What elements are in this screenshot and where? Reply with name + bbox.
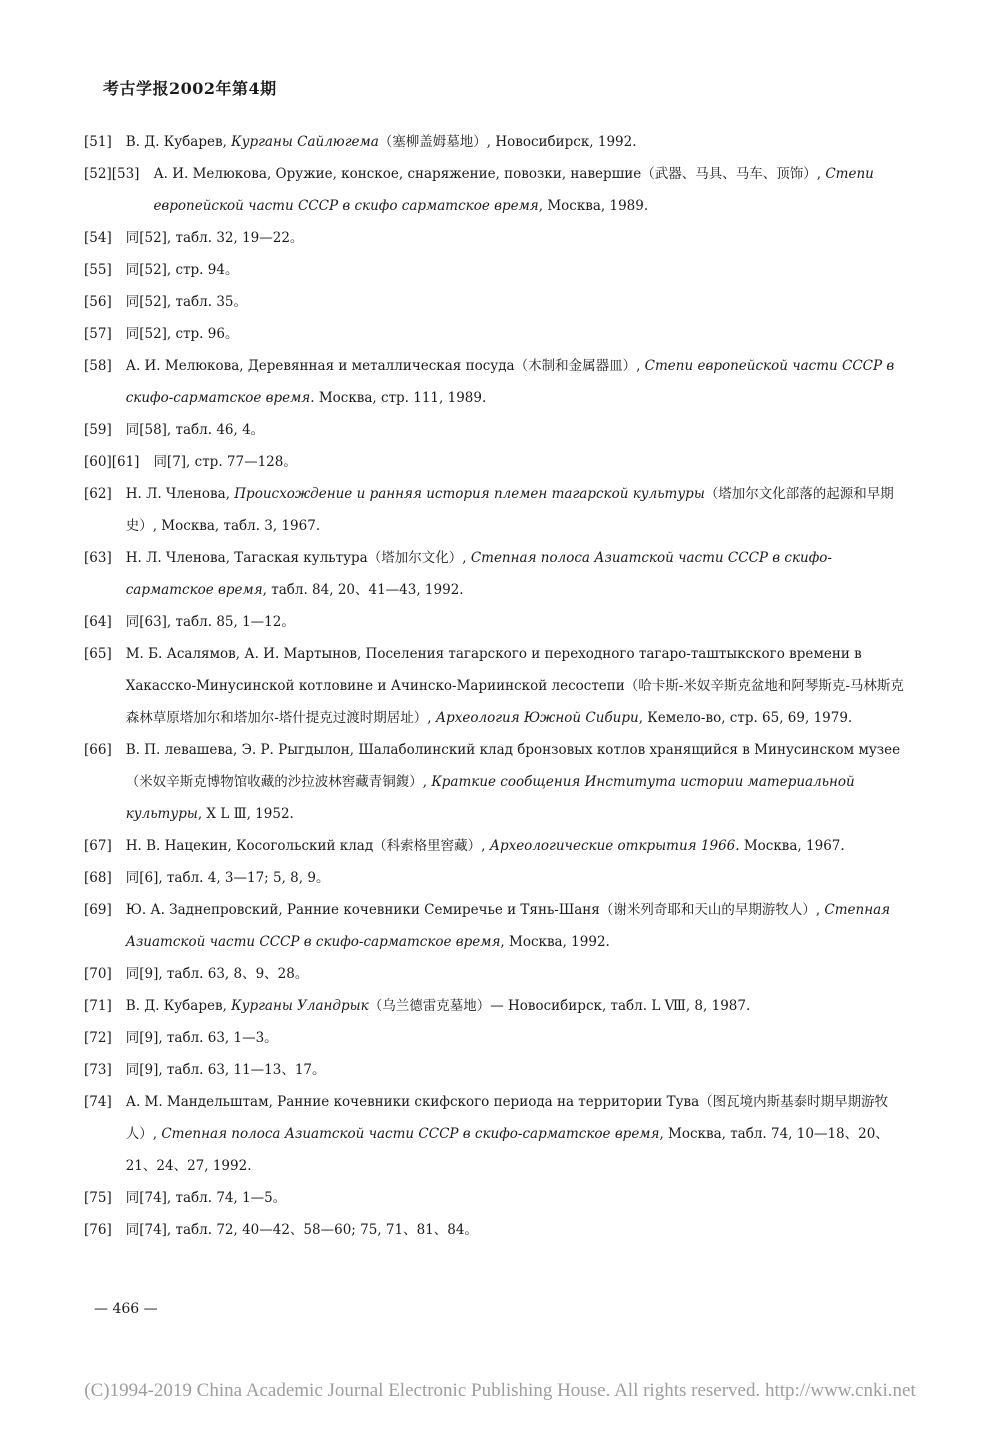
reference-title: Степи европейской части СССР в скифо-сарматское время.: [125, 358, 895, 406]
reference-entry: [84, 542, 904, 606]
reference-entry: [84, 638, 904, 734]
reference-text: [153, 446, 904, 478]
reference-number: [59]: [84, 422, 112, 438]
reference-entry: [84, 350, 904, 414]
reference-segment: 同[52], табл. 35。: [125, 294, 247, 310]
reference-title: Археология Южной Сибири: [435, 710, 639, 726]
reference-segment: , X L Ⅲ, 1952.: [197, 806, 294, 822]
reference-number: [58]: [84, 358, 112, 374]
reference-segment: 同[74], табл. 72, 40—42、58—60; 75, 71、81、84。: [125, 1222, 478, 1238]
reference-title: Степная полоса Азиатской части СССР в скифо-сарматское время: [161, 1126, 660, 1142]
page-number: — 466 —: [94, 1301, 158, 1317]
reference-entry: [84, 414, 904, 446]
reference-number: [63]: [84, 550, 112, 566]
reference-entry: [84, 1182, 904, 1214]
reference-entry: [84, 446, 904, 478]
reference-list: [84, 126, 904, 1246]
reference-title: Курганы Сайлюгема: [231, 134, 379, 150]
reference-segment: , Москва, табл. 74, 10—18、20、21、24、27, 1992.: [125, 1126, 889, 1174]
reference-text: [126, 1182, 904, 1214]
reference-segment: （塞柳盖姆墓地）, Новосибирск, 1992.: [378, 134, 637, 150]
reference-number: [51]: [84, 134, 112, 150]
running-header: 考古学报2002年第4期: [103, 79, 277, 98]
reference-text: [126, 1214, 904, 1246]
reference-title: Степная Азиатской части СССР в скифо-сарматское время: [125, 902, 891, 950]
reference-entry: [84, 830, 904, 862]
reference-text: [126, 318, 904, 350]
reference-entry: [84, 222, 904, 254]
reference-number: [74]: [84, 1094, 112, 1110]
reference-entry: [84, 478, 904, 542]
reference-title: Краткие сообщения Института истории материальной культуры: [125, 774, 855, 822]
reference-number: [57]: [84, 326, 112, 342]
reference-number: [54]: [84, 230, 112, 246]
reference-segment: В. П. левашева, Э. Р. Рыгдылон, Шалаболинский клад бронзовых котлов хранящийся в Минусинском музее（米奴辛斯克博物馆收藏的沙拉波林窖藏青铜鍑）,: [125, 742, 901, 790]
reference-number: [56]: [84, 294, 112, 310]
reference-entry: [84, 318, 904, 350]
reference-segment: Н. Л. Членова, Тагаская культура（塔加尔文化）,: [125, 550, 471, 566]
reference-segment: 同[63], табл. 85, 1—12。: [125, 614, 295, 630]
reference-number: [52][53]: [84, 166, 140, 182]
reference-segment: А. И. Мелюкова, Деревянная и металлическая посуда（木制和金属器皿）,: [125, 358, 645, 374]
reference-text: [153, 158, 904, 222]
reference-number: [76]: [84, 1222, 112, 1238]
reference-segment: 同[6], табл. 4, 3—17; 5, 8, 9。: [125, 870, 330, 886]
reference-segment: 同[74], табл. 74, 1—5。: [125, 1190, 287, 1206]
reference-number: [66]: [84, 742, 112, 758]
reference-title: Степная полоса Азиатской части СССР в скифо-сарматское время: [125, 550, 832, 598]
reference-text: [126, 830, 904, 862]
reference-text: [126, 222, 904, 254]
reference-title: Степи европейской части СССР в скифо сарматское время: [153, 166, 874, 214]
reference-segment: 同[9], табл. 63, 1—3。: [125, 1030, 278, 1046]
reference-entry: [84, 958, 904, 990]
reference-entry: [84, 1054, 904, 1086]
reference-text: [126, 1022, 904, 1054]
reference-number: [70]: [84, 966, 112, 982]
reference-entry: [84, 254, 904, 286]
reference-text: [126, 606, 904, 638]
reference-segment: Н. В. Нацекин, Косогольский клад（科索格里窖藏）,: [125, 838, 490, 854]
reference-segment: Москва, 1967.: [739, 838, 845, 854]
reference-number: [62]: [84, 486, 112, 502]
reference-segment: 同[7], стр. 77—128。: [153, 454, 297, 470]
reference-segment: 同[9], табл. 63, 11—13、17。: [125, 1062, 326, 1078]
reference-number: [68]: [84, 870, 112, 886]
reference-segment: Н. Л. Членова,: [125, 486, 235, 502]
reference-text: [126, 286, 904, 318]
reference-title: Курганы Уландрык: [231, 998, 369, 1014]
reference-text: [126, 990, 904, 1022]
reference-entry: [84, 158, 904, 222]
reference-text: [126, 638, 904, 734]
reference-segment: М. Б. Асалямов, А. И. Мартынов, Поселения тагарского и переходного тагаро-таштыкского времени в Хакасско-Минусинской котловине и Ачинско-Мариинской лесостепи（哈卡斯-米奴辛斯克盆地和阿琴斯克-马林斯克森林草原塔加尔和塔加尔-塔什提克过渡时期居址）,: [125, 646, 904, 726]
reference-text: [126, 542, 904, 606]
reference-title: Происхождение и ранняя история племен тагарской культуры: [234, 486, 705, 502]
reference-segment: А. И. Мелюкова, Оружие, конское, снаряжение, повозки, навершие（武器、马具、马车、顶饰）,: [153, 166, 826, 182]
reference-entry: [84, 1214, 904, 1246]
reference-number: [65]: [84, 646, 112, 662]
reference-number: [55]: [84, 262, 112, 278]
reference-segment: В. Д. Кубарев,: [125, 134, 232, 150]
reference-text: [126, 734, 904, 830]
reference-number: [73]: [84, 1062, 112, 1078]
reference-segment: , Москва, 1989.: [538, 198, 649, 214]
reference-segment: （乌兰德雷克墓地）— Новосибирск, табл. L Ⅷ, 8, 1987.: [368, 998, 751, 1014]
reference-number: [64]: [84, 614, 112, 630]
reference-segment: Москва, стр. 111, 1989.: [314, 390, 487, 406]
reference-segment: 同[9], табл. 63, 8、9、28。: [125, 966, 309, 982]
reference-text: [126, 126, 904, 158]
reference-entry: [84, 862, 904, 894]
reference-segment: （塔加尔文化部落的起源和早期史）, Москва, табл. 3, 1967.: [125, 486, 894, 534]
reference-entry: [84, 734, 904, 830]
reference-segment: А. М. Мандельштам, Ранние кочевники скифского периода на территории Тува（图瓦境内斯基泰时期早期游牧人）,: [125, 1094, 889, 1142]
reference-text: [126, 1054, 904, 1086]
reference-segment: , Кемело-во, стр. 65, 69, 1979.: [638, 710, 853, 726]
reference-number: [75]: [84, 1190, 112, 1206]
reference-entry: [84, 1086, 904, 1182]
reference-entry: [84, 990, 904, 1022]
reference-text: [126, 862, 904, 894]
reference-entry: [84, 606, 904, 638]
reference-segment: 同[58], табл. 46, 4。: [125, 422, 265, 438]
reference-number: [71]: [84, 998, 112, 1014]
reference-title: Археологические открытия 1966.: [489, 838, 740, 854]
reference-number: [60][61]: [84, 454, 140, 470]
reference-entry: [84, 894, 904, 958]
reference-entry: [84, 1022, 904, 1054]
reference-segment: 同[52], табл. 32, 19—22。: [125, 230, 304, 246]
reference-text: [126, 958, 904, 990]
reference-segment: , Москва, 1992.: [500, 934, 610, 950]
copyright-footer: (C)1994-2019 China Academic Journal Electronic Publishing House. All rights reserved. http://www.cnki.net: [84, 1380, 916, 1401]
reference-entry: [84, 286, 904, 318]
reference-segment: 同[52], стр. 94。: [125, 262, 239, 278]
reference-text: [126, 1086, 904, 1182]
reference-number: [67]: [84, 838, 112, 854]
reference-text: [126, 254, 904, 286]
reference-text: [126, 350, 904, 414]
reference-number: [72]: [84, 1030, 112, 1046]
reference-segment: , табл. 84, 20、41—43, 1992.: [262, 582, 464, 598]
reference-segment: В. Д. Кубарев,: [125, 998, 232, 1014]
reference-text: [126, 894, 904, 958]
reference-number: [69]: [84, 902, 112, 918]
reference-text: [126, 478, 904, 542]
reference-segment: 同[52], стр. 96。: [125, 326, 239, 342]
reference-entry: [84, 126, 904, 158]
reference-segment: Ю. А. Заднепровский, Ранние кочевники Семиречье и Тянь-Шаня（谢米列奇耶和天山的早期游牧人）,: [125, 902, 825, 918]
reference-text: [126, 414, 904, 446]
